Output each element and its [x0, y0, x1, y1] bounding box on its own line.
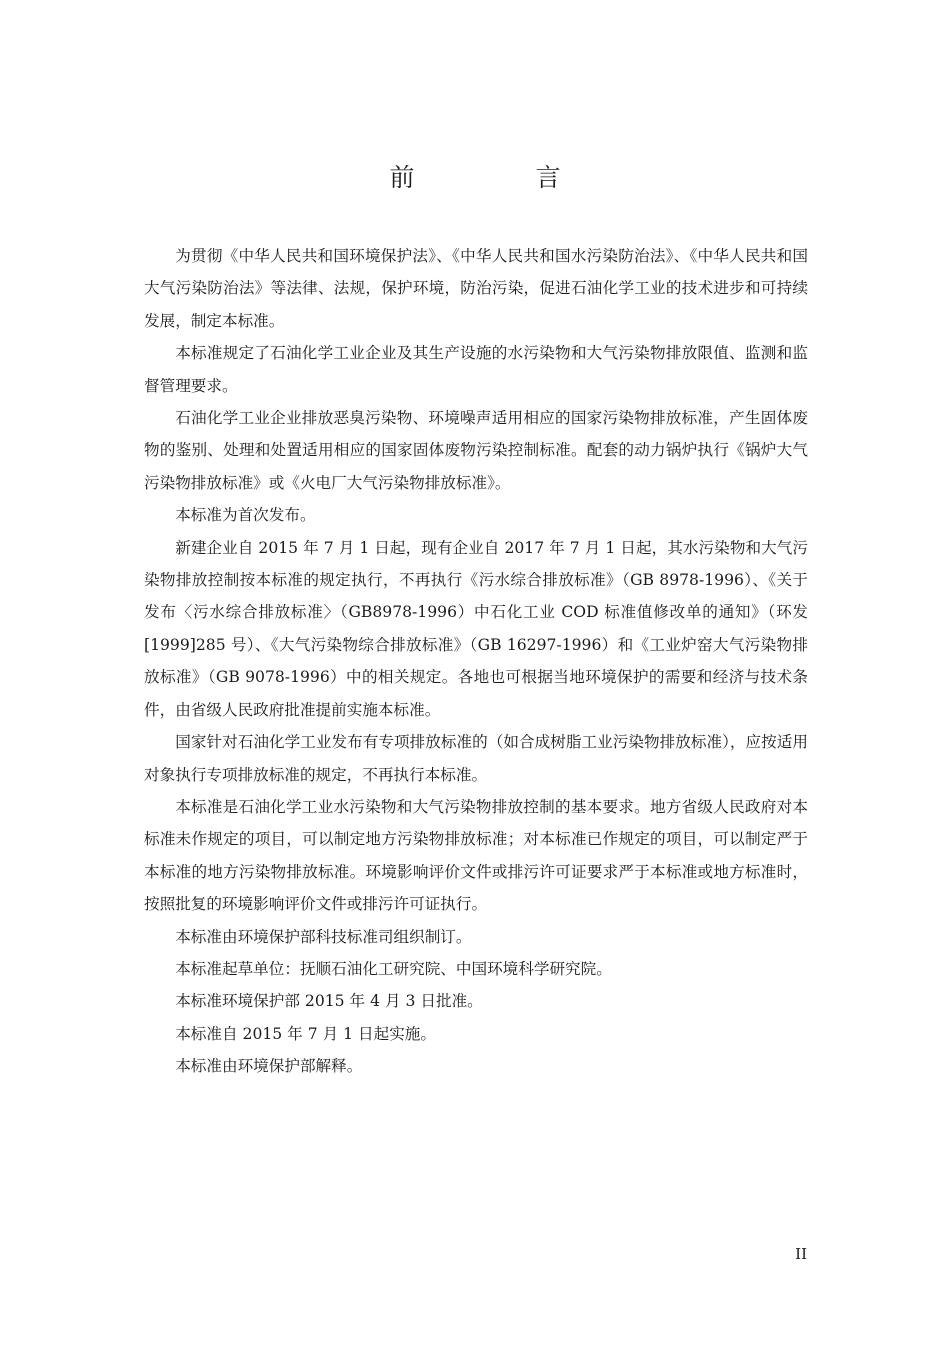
paragraph-drafting-units: 本标准起草单位：抚顺石油化工研究院、中国环境科学研究院。 [175, 959, 612, 978]
paragraph-applicable-standards: 石油化学工业企业排放恶臭污染物、环境噪声适用相应的国家污染物排放标准，产生固体废物的鉴别、处理和处置适用相应的国家固体废物污染控制标准。配套的动力锅炉执行《锅炉大气污染物排放标准》或《火电厂大气污染物排放标准》。 [144, 409, 808, 492]
paragraph-special-standards: 国家针对石油化学工业发布有专项排放标准的（如合成树脂工业污染物排放标准），应按适用对象执行专项排放标准的规定，不再执行本标准。 [144, 733, 808, 784]
foreword-body [144, 240, 808, 1083]
paragraph-organizer: 本标准由环境保护部科技标准司组织制订。 [175, 927, 472, 946]
page-title: 前 言 [389, 163, 609, 192]
paragraph-effective-dates: 新建企业自 2015 年 7 月 1 日起，现有企业自 2017 年 7 月 1 日起，其水污染物和大气污染物排放控制按本标准的规定执行，不再执行《污水综合排放标准》（GB 8978-1996）、《关于发布〈污水综合排放标准〉（GB8978-1996）中石化工业 COD 标准值修改单的通知》（环发[1999]285 号）、《大气污染物综合排放标准》（GB 16297-1996）和《工业炉窑大气污染物排放标准》（GB 9078-1996）中的相关规定。各地也可根据当地环境保护的需要和经济与技术条件，由省级人民政府批准提前实施本标准。 [144, 538, 808, 719]
paragraph-implementation: 本标准自 2015 年 7 月 1 日起实施。 [175, 1024, 436, 1043]
page-number: II [795, 1245, 807, 1263]
paragraph-approval: 本标准环境保护部 2015 年 4 月 3 日批准。 [175, 992, 483, 1011]
paragraph-purpose: 为贯彻《中华人民共和国环境保护法》、《中华人民共和国水污染防治法》、《中华人民共和国大气污染防治法》等法律、法规，保护环境，防治污染，促进石油化学工业的技术进步和可持续发展，制定本标准。 [144, 247, 808, 330]
paragraph-scope: 本标准规定了石油化学工业企业及其生产设施的水污染物和大气污染物排放限值、监测和监督管理要求。 [144, 344, 808, 395]
paragraph-first-release: 本标准为首次发布。 [175, 506, 316, 525]
paragraph-local-standards: 本标准是石油化学工业水污染物和大气污染物排放控制的基本要求。地方省级人民政府对本标准未作规定的项目，可以制定地方污染物排放标准；对本标准已作规定的项目，可以制定严于本标准的地方污染物排放标准。环境影响评价文件或排污许可证要求严于本标准或地方标准时，按照批复的环境影响评价文件或排污许可证执行。 [144, 797, 808, 914]
paragraph-interpretation: 本标准由环境保护部解释。 [175, 1057, 363, 1076]
